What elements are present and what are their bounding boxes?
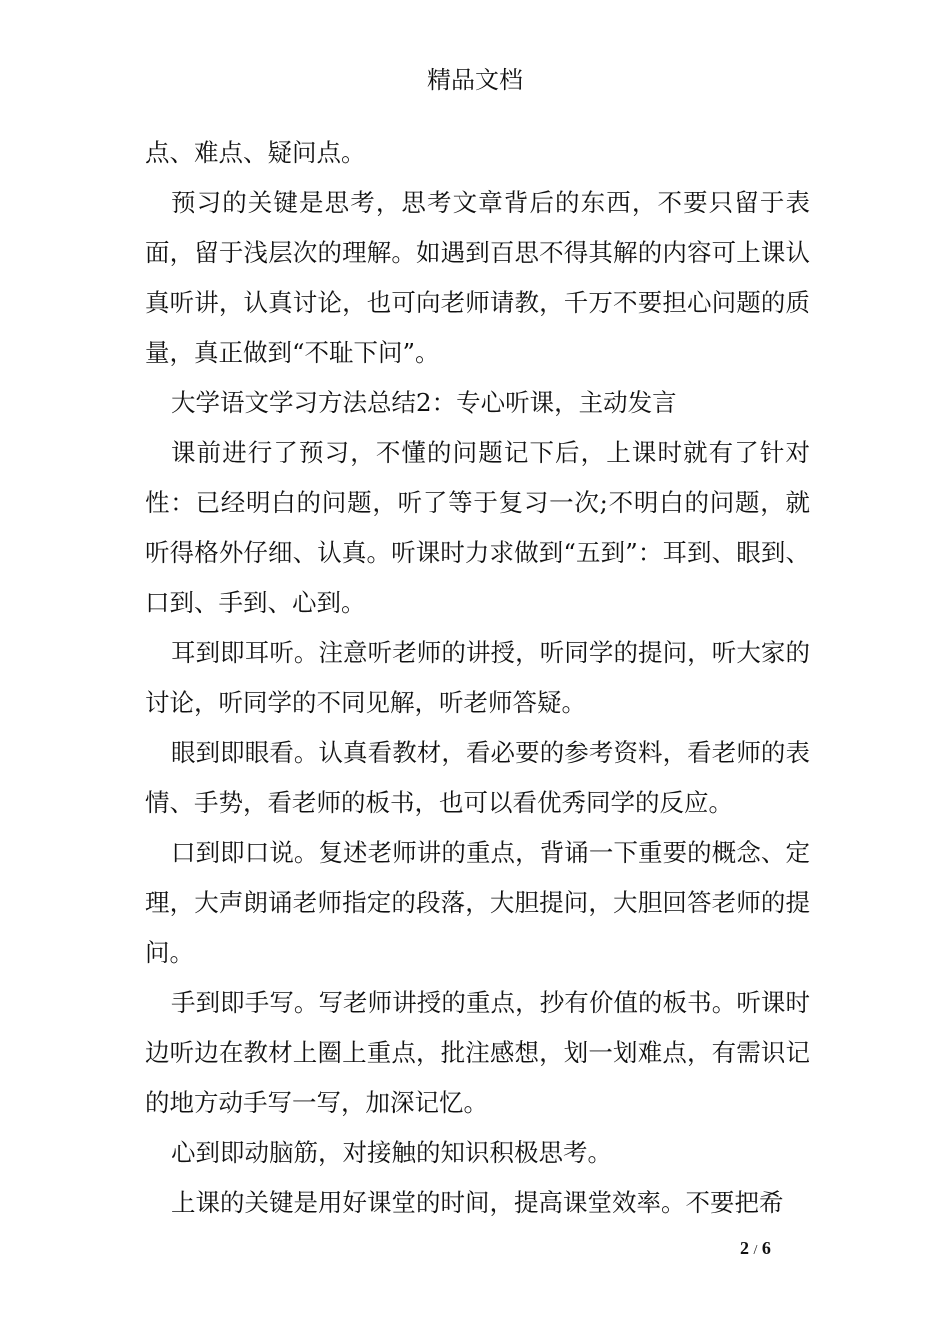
section-heading-2: 大学语文学习方法总结2：专心听课，主动发言 [171, 388, 677, 417]
paragraph-five-arrivals: 课前进行了预习，不懂的问题记下后，上课时就有了针对性：已经明白的问题，听了等于复习一次;不明白的问题，就听得格外仔细、认真。听课时力求做到“五到”：耳到、眼到、口到、手到、心到。 [145, 438, 810, 617]
page-header-title: 精品文档 [427, 66, 523, 94]
paragraph-mouth: 口到即口说。复述老师讲的重点，背诵一下重要的概念、定理，大声朗诵老师指定的段落，大胆提问，大胆回答老师的提问。 [145, 838, 810, 967]
paragraph-eyes: 眼到即眼看。认真看教材，看必要的参考资料，看老师的表情、手势，看老师的板书，也可以看优秀同学的反应。 [145, 738, 810, 817]
page-separator: / [753, 1243, 758, 1258]
page-number [740, 1236, 771, 1263]
paragraph-hands: 手到即手写。写老师讲授的重点，抄有价值的板书。听课时边听边在教材上圈上重点，批注感想，划一划难点，有需识记的地方动手写一写，加深记忆。 [145, 988, 810, 1117]
document-body [145, 128, 810, 1228]
paragraph-class-efficiency: 上课的关键是用好课堂的时间，提高课堂效率。不要把希 [171, 1188, 784, 1217]
paragraph-mind: 心到即动脑筋，对接触的知识积极思考。 [171, 1138, 612, 1167]
total-pages-number: 6 [761, 1238, 771, 1258]
current-page-number: 2 [740, 1238, 749, 1258]
paragraph-ears: 耳到即耳听。注意听老师的讲授，听同学的提问，听大家的讨论，听同学的不同见解，听老师答疑。 [145, 638, 810, 717]
paragraph-continuation: 点、难点、疑问点。 [145, 138, 366, 167]
paragraph-preview-key: 预习的关键是思考，思考文章背后的东西，不要只留于表面，留于浅层次的理解。如遇到百思不得其解的内容可上课认真听讲，认真讨论，也可向老师请教，千万不要担心问题的质量，真正做到“不耻下问”。 [145, 188, 810, 367]
